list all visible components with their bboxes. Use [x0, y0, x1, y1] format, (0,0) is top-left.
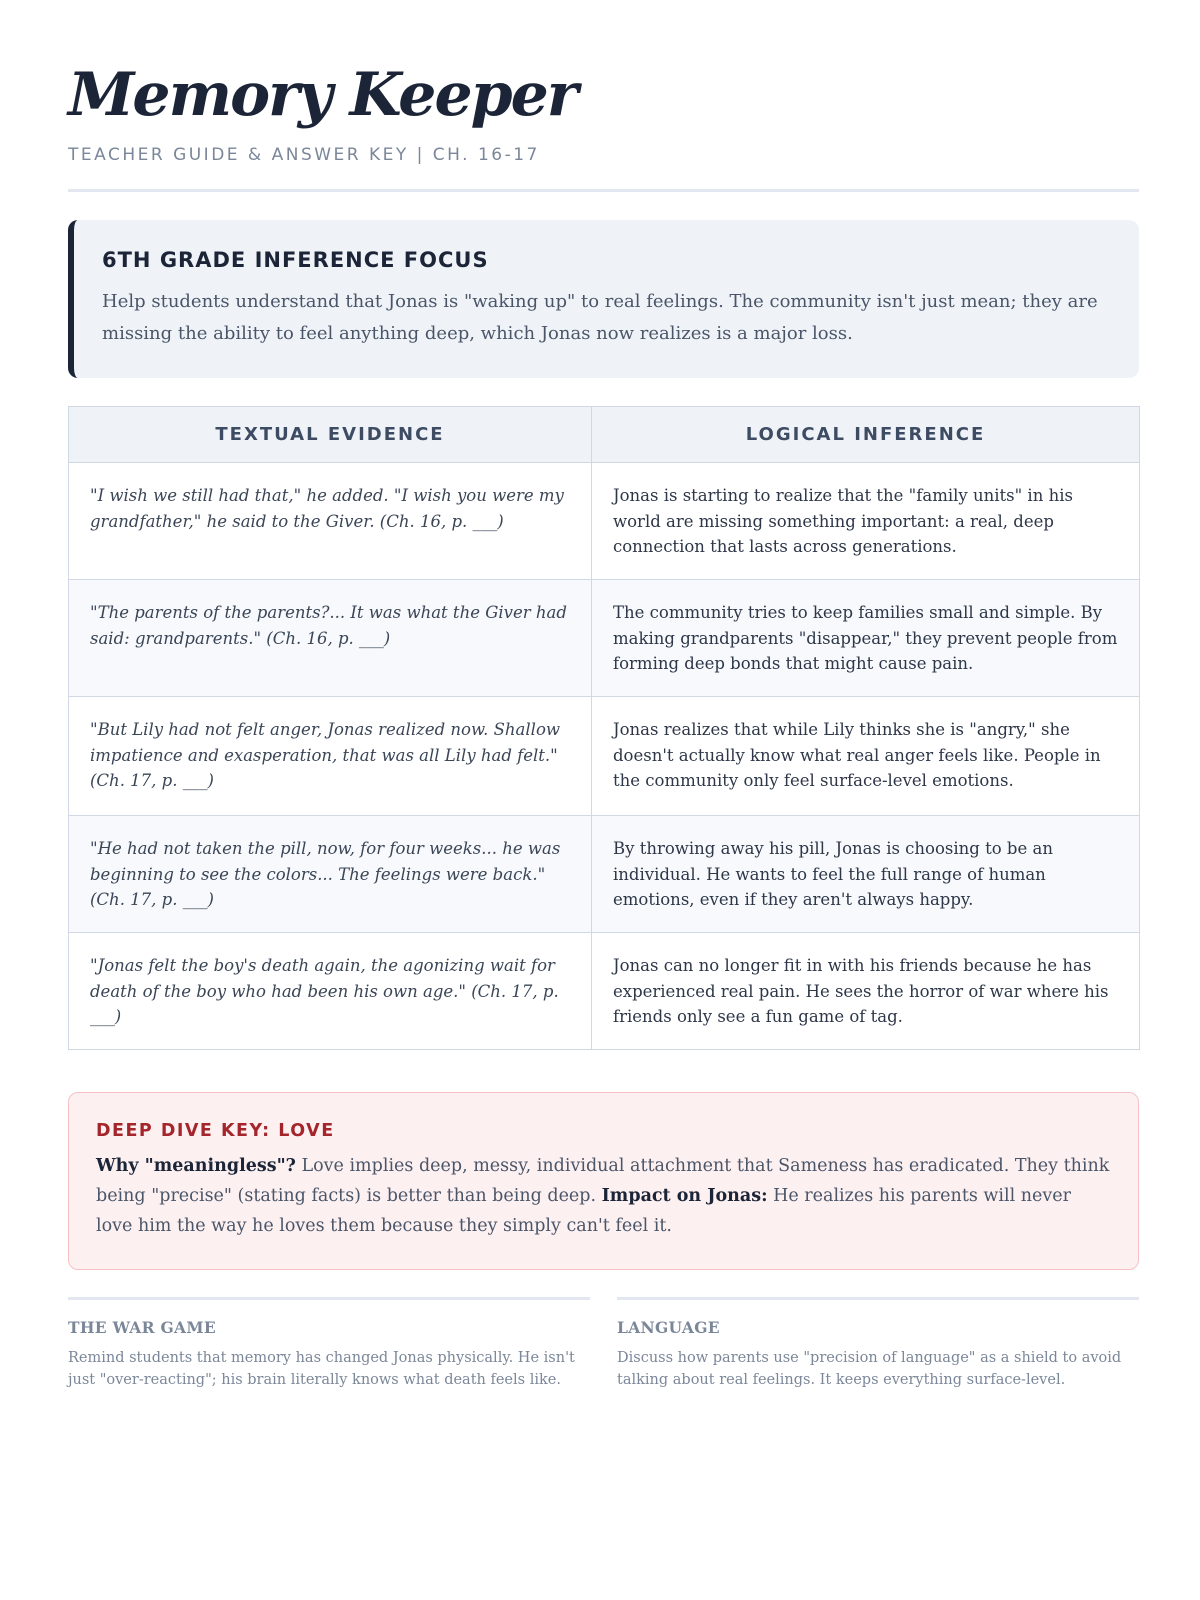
- note-text: Remind students that memory has changed Jonas physically. He isn't just "over-reacting"; his brain literally knows what death feels like.: [68, 1350, 575, 1388]
- deep-dive-impact-answer: He realizes his parents will never love him the way he loves them because they simply can't feel it.: [96, 1186, 1071, 1236]
- inference-cell: The community tries to keep families small and simple. By making grandparents "disappear," they prevent people from forming deep bonds that might cause pain.: [592, 580, 1140, 697]
- note-language: [617, 1297, 1139, 1391]
- deep-dive-question-label: Why "meaningless"?: [96, 1156, 296, 1176]
- evidence-cell: "The parents of the parents?... It was what the Giver had said: grandparents." (Ch. 16, p. ___): [69, 580, 592, 697]
- table-row: [69, 463, 1140, 580]
- evidence-cell: "Jonas felt the boy's death again, the agonizing wait for death of the boy who had been his own age." (Ch. 17, p. ___): [69, 933, 592, 1050]
- inference-focus-callout: [68, 220, 1139, 378]
- header-divider: [68, 189, 1139, 192]
- table-row: [69, 816, 1140, 933]
- evidence-inference-table: [68, 406, 1140, 1050]
- inference-cell: Jonas can no longer fit in with his friends because he has experienced real pain. He sees the horror of war where his friends only see a fun game of tag.: [592, 933, 1140, 1050]
- focus-text: Help students understand that Jonas is "waking up" to real feelings. The community isn't just mean; they are missing the ability to feel anything deep, which Jonas now realizes is a major loss.: [102, 291, 1098, 344]
- evidence-cell: "But Lily had not felt anger, Jonas realized now. Shallow impatience and exasperation, that was all Lily had felt." (Ch. 17, p. ___): [69, 697, 592, 816]
- table-header-row: [69, 407, 1140, 463]
- note-title: LANGUAGE: [617, 1318, 720, 1337]
- column-header-evidence: TEXTUAL EVIDENCE: [69, 407, 592, 463]
- deep-dive-question-answer: Love implies deep, messy, individual attachment that Sameness has eradicated. They think being "precise" (stating facts) is better than being deep.: [96, 1156, 1110, 1206]
- deep-dive-text: [96, 1151, 1112, 1241]
- note-text: Discuss how parents use "precision of language" as a shield to avoid talking about real feelings. It keeps everything surface-level.: [617, 1350, 1122, 1388]
- table-row: [69, 697, 1140, 816]
- note-divider: [617, 1297, 1139, 1300]
- table-row: [69, 933, 1140, 1050]
- table-row: [69, 580, 1140, 697]
- inference-cell: By throwing away his pill, Jonas is choosing to be an individual. He wants to feel the full range of human emotions, even if they aren't always happy.: [592, 816, 1140, 933]
- inference-cell: Jonas is starting to realize that the "family units" in his world are missing something important: a real, deep connection that lasts across generations.: [592, 463, 1140, 580]
- note-title: THE WAR GAME: [68, 1318, 216, 1337]
- inference-cell: Jonas realizes that while Lily thinks she is "angry," she doesn't actually know what real anger feels like. People in the community only feel surface-level emotions.: [592, 697, 1140, 816]
- evidence-cell: "He had not taken the pill, now, for four weeks... he was beginning to see the colors... The feelings were back." (Ch. 17, p. ___): [69, 816, 592, 933]
- deep-dive-impact-label: Impact on Jonas:: [601, 1186, 768, 1206]
- evidence-cell: "I wish we still had that," he added. "I wish you were my grandfather," he said to the Giver. (Ch. 16, p. ___): [69, 463, 592, 580]
- note-war-game: [68, 1297, 590, 1391]
- deep-dive-callout: [68, 1092, 1139, 1270]
- column-header-inference: LOGICAL INFERENCE: [592, 407, 1140, 463]
- page-title: Memory Keeper: [68, 60, 577, 130]
- note-divider: [68, 1297, 590, 1300]
- deep-dive-title: DEEP DIVE KEY: LOVE: [96, 1121, 335, 1141]
- page-subtitle: TEACHER GUIDE & ANSWER KEY | CH. 16-17: [68, 145, 540, 165]
- focus-title: 6TH GRADE INFERENCE FOCUS: [102, 248, 489, 272]
